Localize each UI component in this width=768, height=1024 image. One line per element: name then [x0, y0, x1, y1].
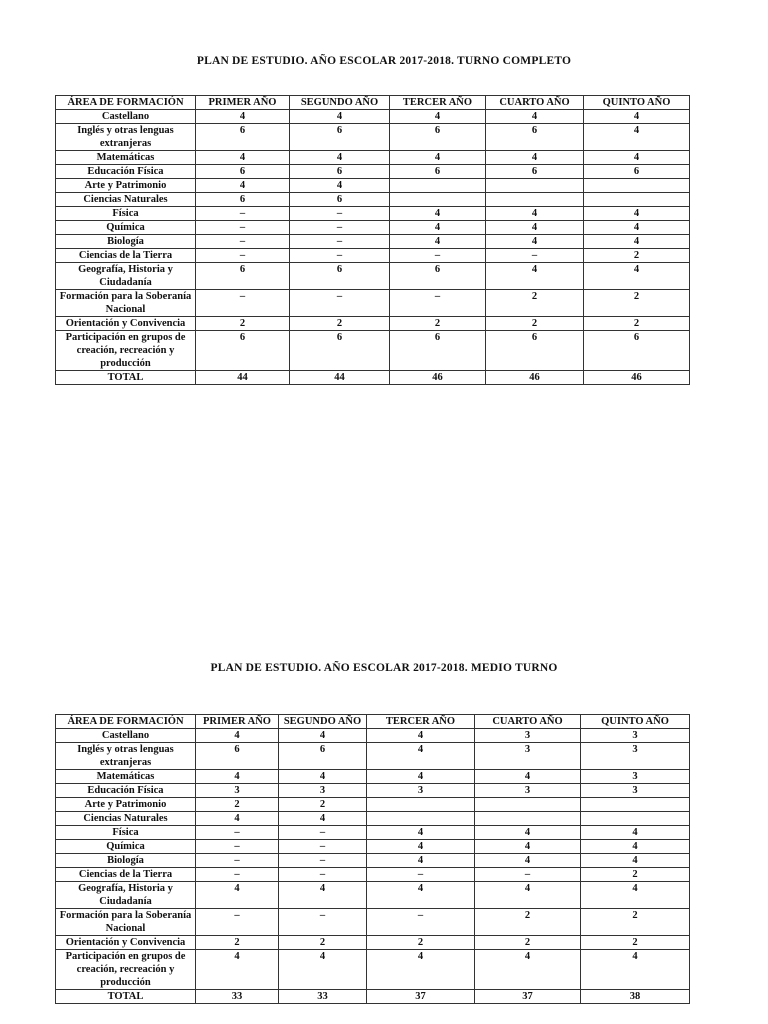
hours-cell: 4: [581, 826, 690, 840]
hours-cell: –: [390, 249, 486, 263]
hours-cell: [367, 812, 475, 826]
hours-cell: [584, 193, 690, 207]
table-row: [56, 165, 690, 179]
hours-cell: 4: [475, 882, 581, 909]
area-cell: Ciencias Naturales: [56, 193, 196, 207]
hours-cell: 6: [290, 165, 390, 179]
table-row: [56, 221, 690, 235]
hours-cell: 4: [486, 207, 584, 221]
table-row: [56, 868, 690, 882]
hours-cell: 4: [196, 770, 279, 784]
hours-cell: 3: [196, 784, 279, 798]
table-row: [56, 729, 690, 743]
hours-cell: –: [475, 868, 581, 882]
area-cell: Física: [56, 207, 196, 221]
hours-cell: 2: [196, 317, 290, 331]
hours-cell: 6: [486, 165, 584, 179]
hours-cell: 4: [486, 221, 584, 235]
area-cell: Inglés y otras lenguas extranjeras: [56, 743, 196, 770]
area-cell: Geografía, Historia y Ciudadanía: [56, 263, 196, 290]
column-header: TERCER AÑO: [390, 96, 486, 110]
area-cell: Participación en grupos de creación, recreación y producción: [56, 331, 196, 371]
hours-cell: 6: [390, 331, 486, 371]
area-cell: Castellano: [56, 110, 196, 124]
hours-cell: 6: [196, 124, 290, 151]
table-row: [56, 882, 690, 909]
hours-cell: 2: [367, 936, 475, 950]
table-row: [56, 909, 690, 936]
hours-cell: –: [196, 854, 279, 868]
hours-cell: –: [290, 249, 390, 263]
hours-cell: 6: [390, 165, 486, 179]
table-row: [56, 743, 690, 770]
table-row: [56, 249, 690, 263]
hours-cell: 4: [367, 729, 475, 743]
table-row: [56, 151, 690, 165]
hours-cell: 6: [584, 165, 690, 179]
hours-cell: –: [390, 290, 486, 317]
hours-cell: 6: [290, 193, 390, 207]
hours-cell: 4: [196, 950, 279, 990]
table-row: [56, 263, 690, 290]
hours-cell: [486, 179, 584, 193]
hours-cell: 4: [475, 950, 581, 990]
table-row: [56, 124, 690, 151]
hours-cell: 6: [390, 124, 486, 151]
hours-cell: –: [290, 221, 390, 235]
hours-cell: –: [279, 868, 367, 882]
area-cell: Ciencias de la Tierra: [56, 868, 196, 882]
hours-cell: 4: [367, 854, 475, 868]
total-row: [56, 990, 690, 1004]
hours-cell: 4: [279, 729, 367, 743]
hours-cell: 2: [196, 936, 279, 950]
hours-cell: 4: [196, 812, 279, 826]
area-cell: Física: [56, 826, 196, 840]
area-cell: Arte y Patrimonio: [56, 179, 196, 193]
hours-cell: 2: [486, 290, 584, 317]
hours-cell: 6: [196, 331, 290, 371]
hours-cell: 4: [390, 110, 486, 124]
hours-cell: –: [196, 221, 290, 235]
area-cell: Orientación y Convivencia: [56, 317, 196, 331]
hours-cell: [475, 812, 581, 826]
table-row: [56, 235, 690, 249]
hours-cell: 2: [584, 249, 690, 263]
column-header: QUINTO AÑO: [584, 96, 690, 110]
hours-cell: 4: [584, 263, 690, 290]
hours-cell: 6: [279, 743, 367, 770]
hours-cell: 4: [290, 179, 390, 193]
hours-cell: 3: [367, 784, 475, 798]
hours-cell: –: [196, 909, 279, 936]
hours-cell: 4: [584, 235, 690, 249]
plan-completo-table: [55, 95, 690, 385]
hours-cell: 2: [390, 317, 486, 331]
area-cell: Matemáticas: [56, 151, 196, 165]
hours-cell: 6: [196, 263, 290, 290]
hours-cell: 2: [475, 936, 581, 950]
hours-cell: 4: [196, 151, 290, 165]
area-cell: TOTAL: [56, 990, 196, 1004]
hours-cell: 6: [390, 263, 486, 290]
hours-cell: 37: [367, 990, 475, 1004]
plan-medio-title: PLAN DE ESTUDIO. AÑO ESCOLAR 2017-2018. MEDIO TURNO: [210, 662, 558, 674]
hours-cell: 4: [486, 110, 584, 124]
area-cell: Inglés y otras lenguas extranjeras: [56, 124, 196, 151]
hours-cell: –: [196, 235, 290, 249]
hours-cell: 4: [584, 207, 690, 221]
table-row: [56, 110, 690, 124]
hours-cell: 4: [390, 151, 486, 165]
table-row: [56, 207, 690, 221]
hours-cell: 4: [486, 235, 584, 249]
column-header: PRIMER AÑO: [196, 715, 279, 729]
hours-cell: 4: [367, 826, 475, 840]
plan-medio-table: [55, 714, 690, 1004]
hours-cell: –: [290, 207, 390, 221]
hours-cell: [390, 193, 486, 207]
hours-cell: 6: [584, 331, 690, 371]
table-row: [56, 798, 690, 812]
hours-cell: 3: [475, 729, 581, 743]
hours-cell: –: [196, 290, 290, 317]
hours-cell: 4: [390, 207, 486, 221]
area-cell: Castellano: [56, 729, 196, 743]
column-header: CUARTO AÑO: [475, 715, 581, 729]
hours-cell: 3: [279, 784, 367, 798]
hours-cell: –: [196, 840, 279, 854]
hours-cell: 4: [475, 840, 581, 854]
area-cell: Formación para la Soberanía Nacional: [56, 909, 196, 936]
area-cell: Matemáticas: [56, 770, 196, 784]
hours-cell: 44: [290, 371, 390, 385]
hours-cell: 4: [581, 854, 690, 868]
hours-cell: 6: [486, 124, 584, 151]
hours-cell: 2: [584, 290, 690, 317]
area-cell: TOTAL: [56, 371, 196, 385]
hours-cell: 4: [486, 263, 584, 290]
hours-cell: 4: [475, 770, 581, 784]
column-header: TERCER AÑO: [367, 715, 475, 729]
area-cell: Química: [56, 221, 196, 235]
hours-cell: –: [196, 249, 290, 263]
hours-cell: 4: [486, 151, 584, 165]
table-row: [56, 317, 690, 331]
table-row: [56, 770, 690, 784]
hours-cell: 6: [196, 743, 279, 770]
hours-cell: 4: [581, 882, 690, 909]
column-header: QUINTO AÑO: [581, 715, 690, 729]
table-row: [56, 331, 690, 371]
hours-cell: 6: [486, 331, 584, 371]
hours-cell: –: [290, 235, 390, 249]
hours-cell: –: [279, 909, 367, 936]
hours-cell: –: [486, 249, 584, 263]
area-cell: Educación Física: [56, 784, 196, 798]
hours-cell: 2: [486, 317, 584, 331]
table-row: [56, 290, 690, 317]
hours-cell: 4: [390, 221, 486, 235]
table-row: [56, 179, 690, 193]
hours-cell: 2: [475, 909, 581, 936]
column-header: SEGUNDO AÑO: [279, 715, 367, 729]
header-row: [56, 715, 690, 729]
area-cell: Participación en grupos de creación, recreación y producción: [56, 950, 196, 990]
table-row: [56, 812, 690, 826]
hours-cell: 4: [581, 840, 690, 854]
column-header: SEGUNDO AÑO: [290, 96, 390, 110]
hours-cell: 4: [584, 221, 690, 235]
hours-cell: 2: [581, 909, 690, 936]
hours-cell: 4: [290, 110, 390, 124]
area-cell: Ciencias Naturales: [56, 812, 196, 826]
hours-cell: 33: [196, 990, 279, 1004]
hours-cell: [581, 798, 690, 812]
hours-cell: 3: [581, 770, 690, 784]
hours-cell: 2: [279, 798, 367, 812]
area-cell: Ciencias de la Tierra: [56, 249, 196, 263]
table-row: [56, 854, 690, 868]
header-row: [56, 96, 690, 110]
hours-cell: 2: [581, 868, 690, 882]
hours-cell: 4: [196, 179, 290, 193]
hours-cell: [390, 179, 486, 193]
hours-cell: 4: [475, 854, 581, 868]
hours-cell: –: [290, 290, 390, 317]
hours-cell: 4: [475, 826, 581, 840]
hours-cell: 4: [279, 882, 367, 909]
hours-cell: 6: [290, 331, 390, 371]
hours-cell: 6: [196, 165, 290, 179]
column-header: ÁREA DE FORMACIÓN: [56, 715, 196, 729]
hours-cell: 4: [279, 812, 367, 826]
hours-cell: 6: [290, 263, 390, 290]
hours-cell: 4: [367, 770, 475, 784]
hours-cell: 4: [367, 950, 475, 990]
hours-cell: [486, 193, 584, 207]
hours-cell: 4: [367, 840, 475, 854]
hours-cell: 2: [290, 317, 390, 331]
hours-cell: 3: [581, 743, 690, 770]
area-cell: Educación Física: [56, 165, 196, 179]
area-cell: Arte y Patrimonio: [56, 798, 196, 812]
hours-cell: 4: [584, 124, 690, 151]
hours-cell: 4: [279, 770, 367, 784]
hours-cell: 3: [581, 729, 690, 743]
table-row: [56, 840, 690, 854]
hours-cell: [475, 798, 581, 812]
hours-cell: 6: [196, 193, 290, 207]
table-row: [56, 936, 690, 950]
table-row: [56, 784, 690, 798]
table-row: [56, 950, 690, 990]
table-row: [56, 826, 690, 840]
area-cell: Formación para la Soberanía Nacional: [56, 290, 196, 317]
hours-cell: [581, 812, 690, 826]
hours-cell: [584, 179, 690, 193]
hours-cell: –: [279, 826, 367, 840]
area-cell: Biología: [56, 854, 196, 868]
column-header: ÁREA DE FORMACIÓN: [56, 96, 196, 110]
hours-cell: [367, 798, 475, 812]
hours-cell: 6: [290, 124, 390, 151]
total-row: [56, 371, 690, 385]
hours-cell: 2: [279, 936, 367, 950]
plan-completo-title: PLAN DE ESTUDIO. AÑO ESCOLAR 2017-2018. TURNO COMPLETO: [196, 55, 572, 67]
hours-cell: 2: [196, 798, 279, 812]
hours-cell: 4: [581, 950, 690, 990]
hours-cell: 3: [475, 743, 581, 770]
hours-cell: 3: [475, 784, 581, 798]
hours-cell: 33: [279, 990, 367, 1004]
hours-cell: 46: [390, 371, 486, 385]
hours-cell: –: [367, 868, 475, 882]
area-cell: Orientación y Convivencia: [56, 936, 196, 950]
hours-cell: 4: [196, 882, 279, 909]
column-header: CUARTO AÑO: [486, 96, 584, 110]
hours-cell: 4: [290, 151, 390, 165]
hours-cell: –: [367, 909, 475, 936]
hours-cell: –: [279, 854, 367, 868]
hours-cell: 2: [581, 936, 690, 950]
hours-cell: 37: [475, 990, 581, 1004]
hours-cell: –: [279, 840, 367, 854]
hours-cell: 4: [279, 950, 367, 990]
area-cell: Química: [56, 840, 196, 854]
hours-cell: 4: [584, 110, 690, 124]
column-header: PRIMER AÑO: [196, 96, 290, 110]
hours-cell: 3: [581, 784, 690, 798]
hours-cell: 4: [367, 743, 475, 770]
hours-cell: –: [196, 826, 279, 840]
hours-cell: 44: [196, 371, 290, 385]
hours-cell: 2: [584, 317, 690, 331]
hours-cell: 4: [584, 151, 690, 165]
hours-cell: 46: [584, 371, 690, 385]
hours-cell: –: [196, 207, 290, 221]
hours-cell: 4: [390, 235, 486, 249]
hours-cell: 38: [581, 990, 690, 1004]
area-cell: Geografía, Historia y Ciudadanía: [56, 882, 196, 909]
area-cell: Biología: [56, 235, 196, 249]
hours-cell: –: [196, 868, 279, 882]
hours-cell: 4: [196, 729, 279, 743]
hours-cell: 46: [486, 371, 584, 385]
hours-cell: 4: [367, 882, 475, 909]
hours-cell: 4: [196, 110, 290, 124]
table-row: [56, 193, 690, 207]
